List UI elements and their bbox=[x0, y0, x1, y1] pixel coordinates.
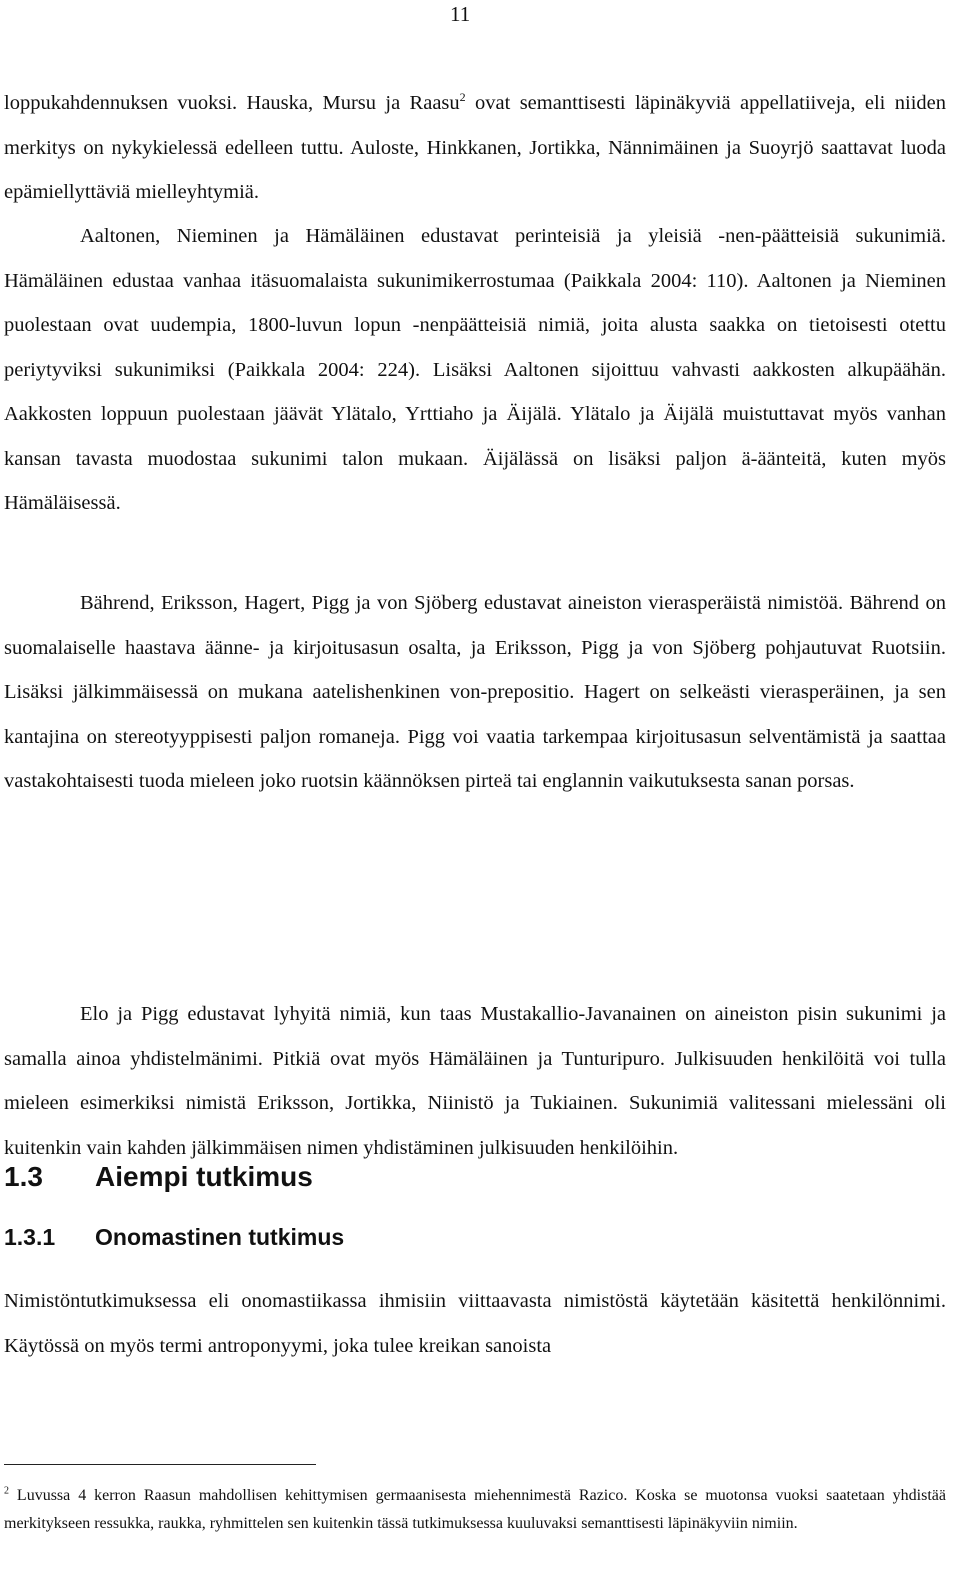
section-number: 1.3 bbox=[4, 1161, 43, 1192]
page-number: 11 bbox=[450, 2, 471, 26]
paragraph-1-text-start: loppukahdennuksen vuoksi. Hauska, Mursu ja Raasu bbox=[4, 92, 460, 114]
paragraph-1 bbox=[4, 81, 946, 215]
footnote-marker: 2 bbox=[4, 1485, 9, 1497]
section-title: Aiempi tutkimus bbox=[95, 1161, 313, 1192]
paragraph-5: Nimistöntutkimuksessa eli onomastiikassa ihmisiin viittaavasta nimistöstä käytetään käsitettä henkilönnimi. Käytössä on myös termi antroponyymi, joka tulee kreikan sanoista bbox=[4, 1290, 946, 1357]
paragraph-4: Elo ja Pigg edustavat lyhyitä nimiä, kun taas Mustakallio-Javanainen on aineiston pisin sukunimi ja samalla ainoa yhdistelmänimi. Pitkiä ovat myös Hämäläinen ja Tunturipuro. Julkisuuden henkilöitä voi tulla mieleen esimerkiksi nimistä Eriksson, Jortikka, Niinistö ja Tukiainen. Sukunimiä valitessani mielessäni oli kuitenkin vain kahden jälkimmäisen nimen yhdistäminen julkisuuden henkilöihin. bbox=[4, 1003, 946, 1159]
section-heading bbox=[4, 1157, 313, 1197]
footnote-separator bbox=[4, 1464, 316, 1465]
footnote bbox=[4, 1482, 946, 1538]
subsection-number: 1.3.1 bbox=[4, 1224, 56, 1250]
paragraph-3: Bährend, Eriksson, Hagert, Pigg ja von Sjöberg edustavat aineiston vierasperäistä nimistöä. Bährend on suomalaiselle haastava äänne- ja kirjoitusasun osalta, ja Eriksson, Pigg ja von Sjöberg pohjautuvat Ruotsiin. Lisäksi jälkimmäisessä on mukana aatelishenkinen von-prepositio. Hagert on selkeästi vierasperäinen, ja sen kantajina on stereotyyppisesti paljon romaneja. Pigg voi vaatia tarkempaa kirjoitusasun selventämistä ja saattaa vastakohtaisesti tuoda mieleen joko ruotsin käännöksen pirteä tai englannin vaikutuksesta sanan porsas. bbox=[4, 592, 946, 792]
subsection-heading bbox=[4, 1219, 344, 1255]
subsection-title: Onomastinen tutkimus bbox=[95, 1224, 345, 1250]
footnote-reference-2[interactable]: 2 bbox=[459, 90, 466, 105]
paragraph-1-text-end: ovat semanttisesti läpinäkyviä appellatiiveja, eli niiden merkitys on nykykielessä edelleen tuttu. Auloste, Hinkkanen, Jortikka, Nännimäinen ja Suoyrjö saattavat luoda epämiellyttäviä mielleyhtymiä. bbox=[4, 92, 946, 203]
paragraph-2: Aaltonen, Nieminen ja Hämäläinen edustavat perinteisiä ja yleisiä -nen-päätteisiä sukunimiä. Hämäläinen edustaa vanhaa itäsuomalaista sukunimikerrostumaa (Paikkala 2004: 110). Aaltonen ja Nieminen puolestaan ovat uudempia, 1800-luvun lopun -nenpäätteisiä nimiä, joita alusta saakka on tietoisesti otettu periytyviksi sukunimiksi (Paikkala 2004: 224). Lisäksi Aaltonen sijoittuu vahvasti aakkosten alkupäähän. Aakkosten loppuun puolestaan jäävät Ylätalo, Yrttiaho ja Äijälä. Ylätalo ja Äijälä muistuttavat myös vanhan kansan tavasta muodostaa sukunimi talon mukaan. Äijälässä on lisäksi paljon ä-äänteitä, kuten myös Hämäläisessä. bbox=[4, 225, 946, 514]
footnote-text: Luvussa 4 kerron Raasun mahdollisen kehittymisen germaanisesta miehennimestä Razico. Koska se muotonsa vuoksi saatetaan yhdistää merkitykseen ressukka, raukka, ryhmittelen sen kuitenkin tässä tutkimuksessa kuuluvaksi semanttisesti läpinäkyviin nimiin. bbox=[4, 1487, 946, 1532]
